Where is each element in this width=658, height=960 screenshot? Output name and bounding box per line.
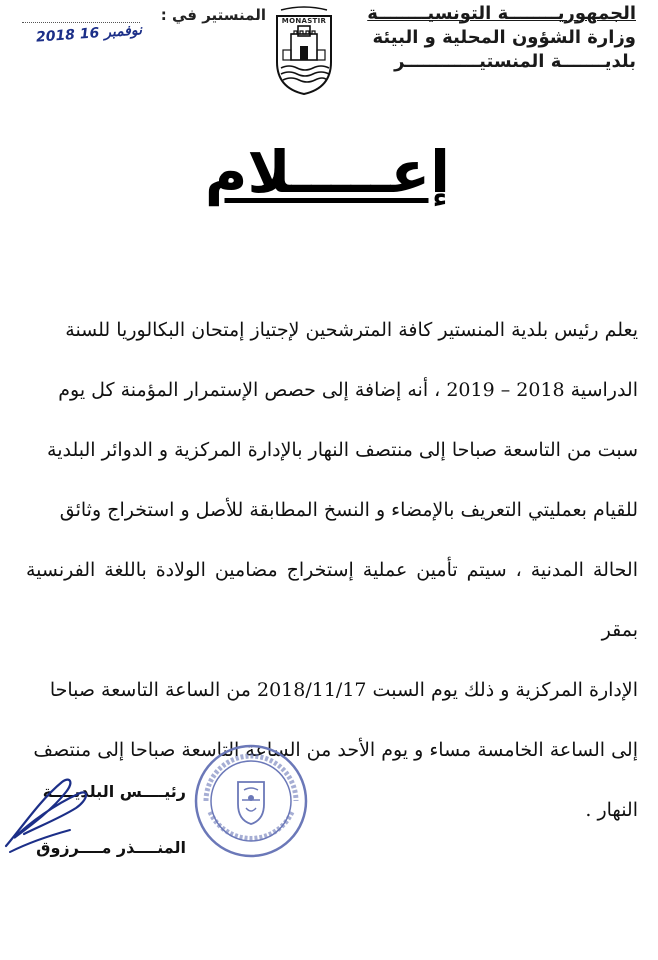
signatory-name: المنــــذر مــــرزوق bbox=[36, 838, 186, 857]
letterhead-country: الجمهوريــــــــة التونسيــــــــة bbox=[367, 3, 636, 24]
letterhead-ministry: وزارة الشؤون المحلية و البيئة bbox=[372, 27, 636, 48]
notice-body bbox=[26, 300, 638, 840]
letterhead-municipality: بلديـــــــة المنستيــــــــــــر bbox=[394, 51, 636, 72]
logo-label: MONASTIR bbox=[281, 17, 327, 25]
signatory-title: رئيــــس البلديــــة bbox=[42, 782, 186, 801]
letterhead-block bbox=[367, 2, 636, 74]
body-line: الدراسية 2018 – 2019 ، أنه إضافة إلى حصص الإستمرار المؤمنة كل يوم bbox=[58, 379, 638, 401]
body-line: إلى الساعة الخامسة مساء و يوم الأحد من الساعة التاسعة صباحا إلى منتصف bbox=[33, 739, 638, 761]
handwritten-signature bbox=[0, 760, 120, 860]
notice-title: إعـــــلام bbox=[204, 138, 450, 206]
body-line: يعلم رئيس بلدية المنستير كافة المترشحين لإجتياز إمتحان البكالوريا للسنة bbox=[65, 319, 638, 341]
place-label: المنستير في : bbox=[160, 6, 266, 24]
body-line: النهار . bbox=[585, 799, 638, 821]
body-line: للقيام بعمليتي التعريف بالإمضاء و النسخ المطابقة للأصل و استخراج وثائق bbox=[59, 499, 638, 521]
body-line: الإدارة المركزية و ذلك يوم السبت 2018/11/17 من الساعة التاسعة صباحا bbox=[49, 679, 638, 701]
handwritten-date: 2018 نوفمبر 16 bbox=[35, 22, 143, 46]
body-line: سبت من التاسعة صباحا إلى منتصف النهار بالإدارة المركزية و الدوائر البلدية bbox=[47, 439, 638, 461]
official-stamp bbox=[192, 742, 310, 860]
body-line: الحالة المدنية ، سيتم تأمين عملية إستخراج مضامين الولادة باللغة الفرنسية بمقر bbox=[26, 559, 638, 641]
